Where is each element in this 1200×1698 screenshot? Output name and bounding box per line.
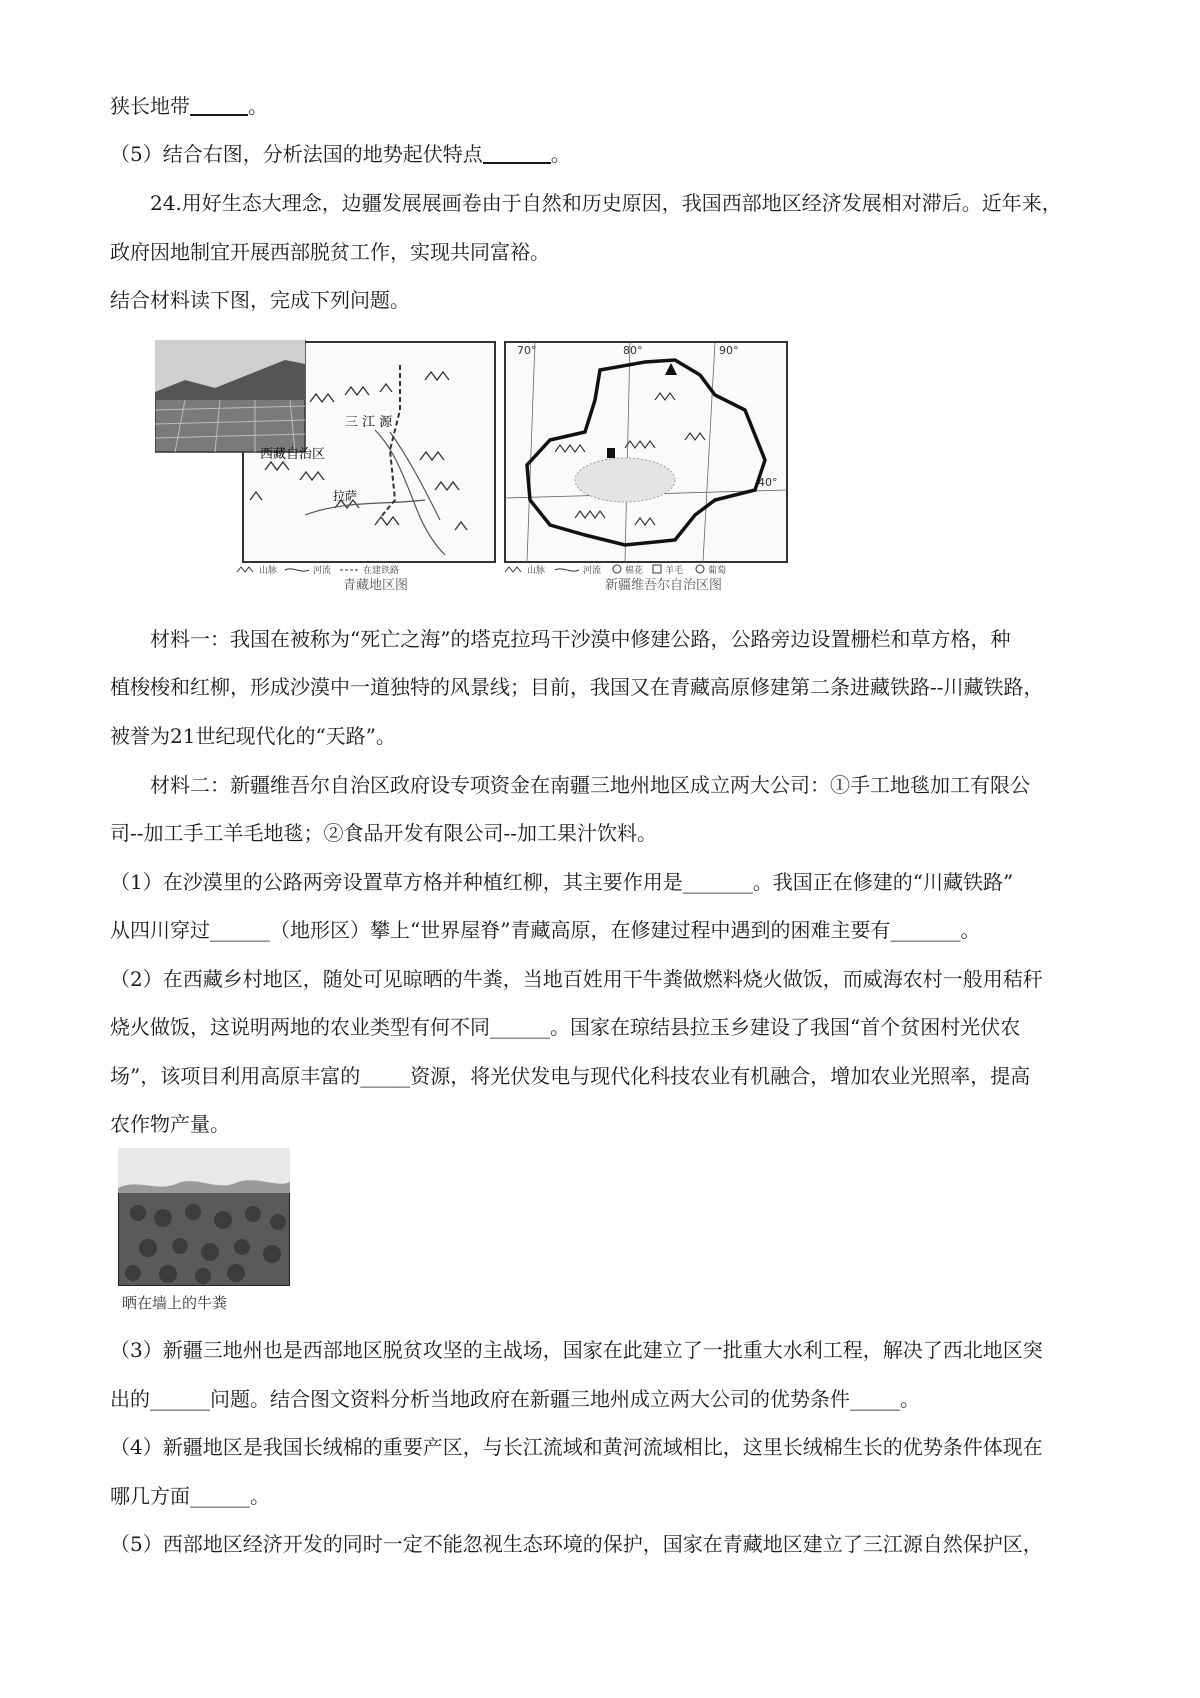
svg-text:棉花: 棉花 <box>625 566 644 576</box>
svg-text:山脉: 山脉 <box>527 566 546 576</box>
text-line: 从四川穿过______（地形区）攀上“世界屋脊”青藏高原，在修建过程中遇到的困难主要有_______。 <box>110 918 981 942</box>
map2-caption: 新疆维吾尔自治区图 <box>605 578 723 593</box>
cow-dung-caption: 晒在墙上的牛粪 <box>122 1294 228 1312</box>
svg-text:葡萄: 葡萄 <box>708 566 727 576</box>
map-figure <box>155 340 990 593</box>
map1-label-region: 西藏自治区 <box>260 447 326 462</box>
svg-text:90°: 90° <box>719 344 739 357</box>
text-line: 政府因地制宜开展西部脱贫工作，实现共同富裕。 <box>110 240 550 264</box>
svg-text:40°: 40° <box>758 476 778 489</box>
map2-frame <box>505 342 787 562</box>
question-24-stem: 24.用好生态大理念，边疆发展展画卷由于自然和历史原因，我国西部地区经济发展相对滞后。近年来， <box>150 191 1062 215</box>
text-line: 植梭梭和红柳，形成沙漠中一道独特的风景线；目前，我国又在青藏高原修建第二条进藏铁路--川藏铁路， <box>110 675 1044 699</box>
question-5: （5）西部地区经济开发的同时一定不能忽视生态环境的保护，国家在青藏地区建立了三江源自然保护区， <box>110 1532 1043 1556</box>
map2-marker-square <box>607 448 615 458</box>
svg-text:河流: 河流 <box>313 566 332 576</box>
cow-dung-photo <box>118 1148 290 1286</box>
map1-label-sanjiangyuan: 三 江 源 <box>345 415 393 430</box>
svg-text:80°: 80° <box>623 344 643 357</box>
text-line: 场”，该项目利用高原丰富的_____资源，将光伏发电与现代化科技农业有机融合，增加农业光照率，提高 <box>110 1064 1031 1088</box>
text-line: 烧火做饭，这说明两地的农业类型有何不同______。国家在琼结县拉玉乡建设了我国“首个贫困村光伏农 <box>110 1015 1021 1039</box>
answer-blank <box>190 94 248 116</box>
map1-caption: 青藏地区图 <box>343 578 409 593</box>
svg-text:河流: 河流 <box>583 566 602 576</box>
text-line: （5）结合右图，分析法国的地势起伏特点 。 <box>110 142 571 166</box>
text-line: 结合材料读下图，完成下列问题。 <box>110 288 410 312</box>
text-line: 被誉为21世纪现代化的“天路”。 <box>110 724 396 748</box>
question-2: （2）在西藏乡村地区，随处可见晾晒的牛粪，当地百姓用干牛粪做燃料烧火做饭，而威海农村一般用秸秆 <box>110 967 1043 991</box>
text-line: 哪几方面______。 <box>110 1484 270 1508</box>
question-3: （3）新疆三地州也是西部地区脱贫攻坚的主战场，国家在此建立了一批重大水利工程，解决了西北地区突 <box>110 1338 1043 1362</box>
text-line: 农作物产量。 <box>110 1112 230 1136</box>
text-line: 出的______问题。结合图文资料分析当地政府在新疆三地州成立两大公司的优势条件_____。 <box>110 1387 920 1411</box>
question-4: （4）新疆地区是我国长绒棉的重要产区，与长江流域和黄河流域相比，这里长绒棉生长的优势条件体现在 <box>110 1435 1043 1459</box>
svg-text:70°: 70° <box>517 344 537 357</box>
taklamakan-desert <box>575 458 675 502</box>
map1-label-lhasa: 拉萨 <box>333 489 358 503</box>
text-line: 狭长地带 。 <box>110 94 268 118</box>
answer-blank <box>483 142 551 164</box>
material-one: 材料一：我国在被称为“死亡之海”的塔克拉玛干沙漠中修建公路，公路旁边设置栅栏和草方格，种 <box>150 627 1011 651</box>
svg-text:在建铁路: 在建铁路 <box>363 566 400 576</box>
svg-text:羊毛: 羊毛 <box>665 566 684 576</box>
material-two: 材料二：新疆维吾尔自治区政府设专项资金在南疆三地州地区成立两大公司：①手工地毯加工有限公 <box>150 773 1030 797</box>
maps-svg <box>155 340 990 590</box>
svg-text:山脉: 山脉 <box>259 566 278 576</box>
question-1: （1）在沙漠里的公路两旁设置草方格并种植红柳，其主要作用是_______。我国正在修建的“川藏铁路” <box>110 870 1014 894</box>
text-line: 司--加工手工羊毛地毯；②食品开发有限公司--加工果汁饮料。 <box>110 821 658 845</box>
